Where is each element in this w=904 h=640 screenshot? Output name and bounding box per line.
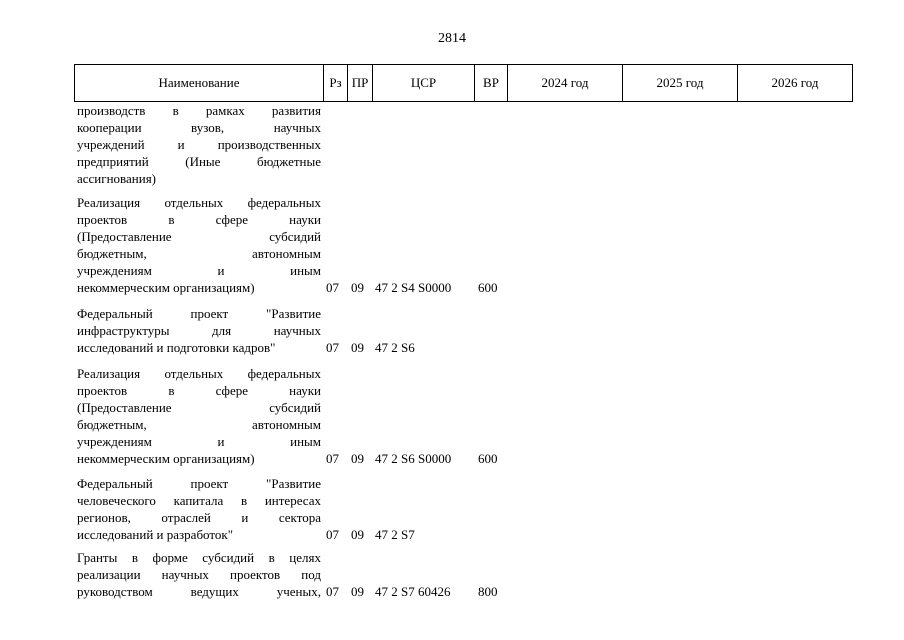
name-line: исследований и подготовки кадров" bbox=[77, 340, 276, 355]
name-line: проектов в сфере науки bbox=[77, 212, 321, 227]
cell-csr: 47 2 S4 S0000 bbox=[375, 280, 452, 295]
header-2025: 2025 год bbox=[623, 65, 738, 102]
cell-pr: 09 bbox=[351, 527, 364, 542]
header-2024: 2024 год bbox=[508, 65, 623, 102]
name-line: некоммерческим организациям) bbox=[77, 280, 255, 295]
cell-vr: 600 bbox=[478, 451, 498, 466]
name-line: инфраструктуры для научных bbox=[77, 323, 321, 338]
name-line: предприятий (Иные бюджетные bbox=[77, 154, 321, 169]
name-line: Федеральный проект "Развитие bbox=[77, 476, 321, 491]
name-line: руководством ведущих ученых, bbox=[77, 584, 321, 599]
name-line: Федеральный проект "Развитие bbox=[77, 306, 321, 321]
header-pr: ПР bbox=[348, 65, 373, 102]
cell-pr: 09 bbox=[351, 451, 364, 466]
header-2026: 2026 год bbox=[738, 65, 853, 102]
name-line: проектов в сфере науки bbox=[77, 383, 321, 398]
row-name bbox=[77, 102, 321, 187]
name-line: реализации научных проектов под bbox=[77, 567, 321, 582]
name-line: учреждений и производственных bbox=[77, 137, 321, 152]
header-csr: ЦСР bbox=[373, 65, 475, 102]
row-name bbox=[77, 305, 321, 356]
cell-rz: 07 bbox=[326, 451, 339, 466]
name-line: человеческого капитала в интересах bbox=[77, 493, 321, 508]
cell-csr: 47 2 S7 60426 bbox=[375, 584, 451, 599]
name-line: (Предоставление субсидий bbox=[77, 229, 321, 244]
row-name bbox=[77, 194, 321, 296]
header-rz: Рз bbox=[324, 65, 348, 102]
name-line: регионов, отраслей и сектора bbox=[77, 510, 321, 525]
cell-rz: 07 bbox=[326, 340, 339, 355]
name-line: ассигнования) bbox=[77, 171, 157, 186]
name-line: производств в рамках развития bbox=[77, 103, 321, 118]
name-line: некоммерческим организациям) bbox=[77, 451, 255, 466]
cell-vr: 600 bbox=[478, 280, 498, 295]
cell-csr: 47 2 S7 bbox=[375, 527, 415, 542]
name-line: учреждениям и иным bbox=[77, 263, 321, 278]
header-vr: ВР bbox=[475, 65, 508, 102]
cell-csr: 47 2 S6 S0000 bbox=[375, 451, 452, 466]
cell-rz: 07 bbox=[326, 280, 339, 295]
name-line: исследований и разработок" bbox=[77, 527, 234, 542]
name-line: кооперации вузов, научных bbox=[77, 120, 321, 135]
cell-pr: 09 bbox=[351, 340, 364, 355]
cell-csr: 47 2 S6 bbox=[375, 340, 415, 355]
cell-rz: 07 bbox=[326, 584, 339, 599]
row-name bbox=[77, 475, 321, 543]
cell-rz: 07 bbox=[326, 527, 339, 542]
name-line: бюджетным, автономным bbox=[77, 417, 321, 432]
cell-pr: 09 bbox=[351, 584, 364, 599]
row-name bbox=[77, 365, 321, 467]
header-name: Наименование bbox=[75, 65, 324, 102]
name-line: бюджетным, автономным bbox=[77, 246, 321, 261]
name-line: (Предоставление субсидий bbox=[77, 400, 321, 415]
page-number: 2814 bbox=[438, 31, 466, 46]
name-line: учреждениям и иным bbox=[77, 434, 321, 449]
name-line: Гранты в форме субсидий в целях bbox=[77, 550, 321, 565]
row-name bbox=[77, 549, 321, 600]
cell-vr: 800 bbox=[478, 584, 498, 599]
table-header bbox=[74, 64, 853, 102]
name-line: Реализация отдельных федеральных bbox=[77, 366, 321, 381]
name-line: Реализация отдельных федеральных bbox=[77, 195, 321, 210]
cell-pr: 09 bbox=[351, 280, 364, 295]
